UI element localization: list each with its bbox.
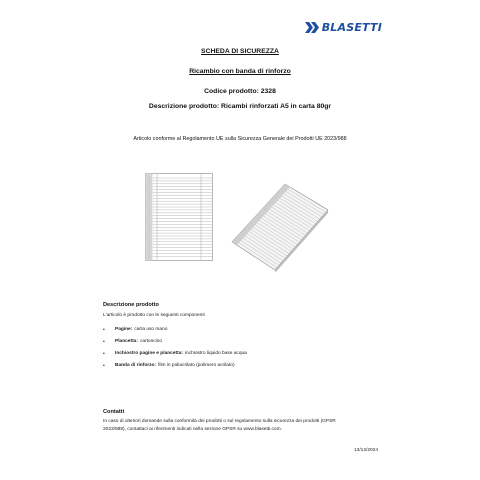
regulation-statement: Articolo conforme al Regolamento UE sulla Sicurezza Generale dei Prodotti UE 2023/988 [133,136,347,142]
description-section-title: Descrizione prodotto [103,302,159,308]
component-value: inchiostro liquido base acqua [184,351,247,356]
description-intro: L'articolo è prodotto con le seguenti componenti [103,313,205,318]
list-item [103,326,247,338]
document-title: SCHEDA DI SICUREZZA [201,48,279,55]
document-date: 13/12/2024 [353,448,378,453]
ruled-sheet-perspective-image [230,182,330,272]
component-value: carta uso mano [134,327,168,332]
product-description-line: Descrizione prodotto: Ricambi rinforzati A5 in carta 80gr [148,103,332,110]
brand-logo [305,20,382,34]
component-value: cartoncino [139,339,163,344]
bullet-icon: • [103,351,105,357]
contacts-text-line-1: In caso di ulteriori domande sulla conformità dei prodotti o sul regolamento sulla sicurezza dei prodotti (GPSR [103,419,336,424]
component-name: Banda di rinforzo: [115,363,157,368]
component-value: film in poliacrilato (polimero acrilato) [158,363,235,368]
components-list [103,326,247,374]
product-code: Codice prodotto: 2328 [204,88,276,95]
double-arrow-logo-icon [305,22,321,33]
component-name: Pagine: [115,327,133,332]
component-name: Plancetta: [115,339,138,344]
product-subtitle: Ricambio con banda di rinforzo [189,68,291,75]
component-name: Inchiostro pagine e plancetta: [115,351,183,356]
list-item [103,338,247,350]
bullet-icon: • [103,327,105,333]
bullet-icon: • [103,363,105,369]
list-item [103,362,247,374]
contacts-text-line-2: 2023/988), contattaci ai riferimenti indicati nella sezione GPSR su www.blasetti.com. [103,427,282,432]
ruled-sheet-front-image [145,173,213,261]
list-item [103,350,247,362]
brand-logo-text: BLASETTI [321,20,382,34]
bullet-icon: • [103,339,105,345]
contacts-section-title: Contatti [103,409,125,415]
